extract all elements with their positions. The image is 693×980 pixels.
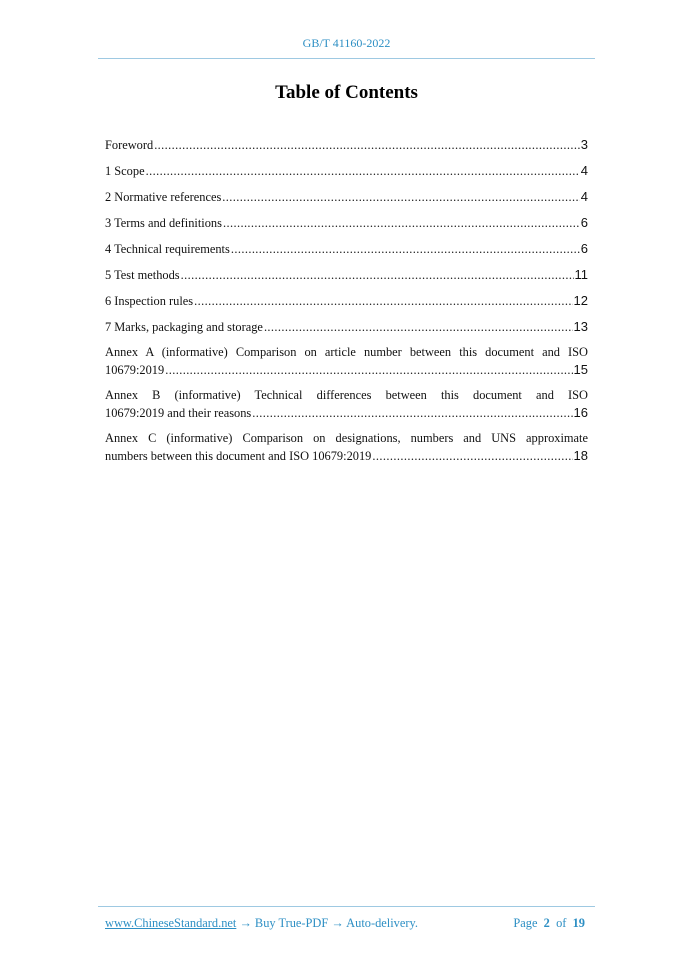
toc-entry-text: 1 Scope [105,164,145,178]
footer [105,916,585,931]
header-doc-id: GB/T 41160-2022 [302,36,391,50]
page-total: 19 [572,916,585,930]
page-title: Table of Contents [275,82,418,103]
toc-entry-text: Foreword [105,138,154,152]
toc-entry-text: 6 Inspection rules [105,294,194,308]
toc-entry-text-cont: 10679:2019 [105,363,165,377]
toc-entry-text: 7 Marks, packaging and storage [105,320,263,334]
toc-leader-dots [223,215,580,232]
toc-leader-dots [264,319,573,336]
footer-divider [98,906,595,907]
toc-entry-text: Annex A (informative) Comparison on article number between this document and ISO [105,345,588,359]
toc-leader-dots [154,137,580,154]
toc-leader-dots [372,448,572,465]
toc-entry-text: 4 Technical requirements [105,242,230,256]
toc-entry-text: 3 Terms and definitions [105,216,222,230]
toc-entry-normative-references[interactable] [105,188,588,206]
page-of: of [556,916,567,930]
toc-leader-dots [231,241,580,258]
header-divider [98,58,595,59]
page-current: 2 [543,916,550,930]
toc-entry-annex-b[interactable] [105,387,588,422]
page-indicator [513,916,585,931]
toc-entry-text: Annex B (informative) Technical differences between this document and ISO [105,388,588,402]
toc-entry-foreword[interactable] [105,136,588,154]
promo-text: → Buy True-PDF → Auto-delivery. [236,916,418,930]
toc-entry-text: Annex C (informative) Comparison on designations, numbers and UNS approximate [105,431,588,445]
page-label: Page [513,916,538,930]
toc-leader-dots [146,163,580,180]
toc-page-number: 16 [573,405,588,420]
toc-entry-text: 2 Normative references [105,190,222,204]
toc-leader-dots [181,267,574,284]
toc-leader-dots [222,189,579,206]
toc-entry-inspection-rules[interactable] [105,292,588,310]
toc-entry-test-methods[interactable] [105,266,588,284]
table-of-contents [105,136,588,473]
toc-entry-terms-definitions[interactable] [105,214,588,232]
toc-page-number: 6 [580,241,588,256]
toc-entry-marks-packaging[interactable] [105,318,588,336]
toc-leader-dots [252,405,572,422]
toc-leader-dots [165,362,572,379]
toc-page-number: 3 [580,137,588,152]
footer-promo [105,916,418,931]
toc-leader-dots [194,293,572,310]
toc-entry-annex-c[interactable] [105,430,588,465]
toc-page-number: 11 [574,267,588,282]
toc-page-number: 4 [580,163,588,178]
toc-page-number: 18 [573,448,588,463]
toc-entry-annex-a[interactable] [105,344,588,379]
site-link[interactable]: www.ChineseStandard.net [105,916,237,930]
toc-entry-text-cont: 10679:2019 and their reasons [105,406,252,420]
toc-entry-scope[interactable] [105,162,588,180]
toc-page-number: 4 [580,189,588,204]
toc-entry-text-cont: numbers between this document and ISO 10679:2019 [105,449,372,463]
toc-page-number: 12 [573,293,588,308]
toc-entry-text: 5 Test methods [105,268,180,282]
toc-entry-technical-requirements[interactable] [105,240,588,258]
toc-page-number: 6 [580,215,588,230]
toc-page-number: 13 [573,319,588,334]
toc-page-number: 15 [573,362,588,377]
